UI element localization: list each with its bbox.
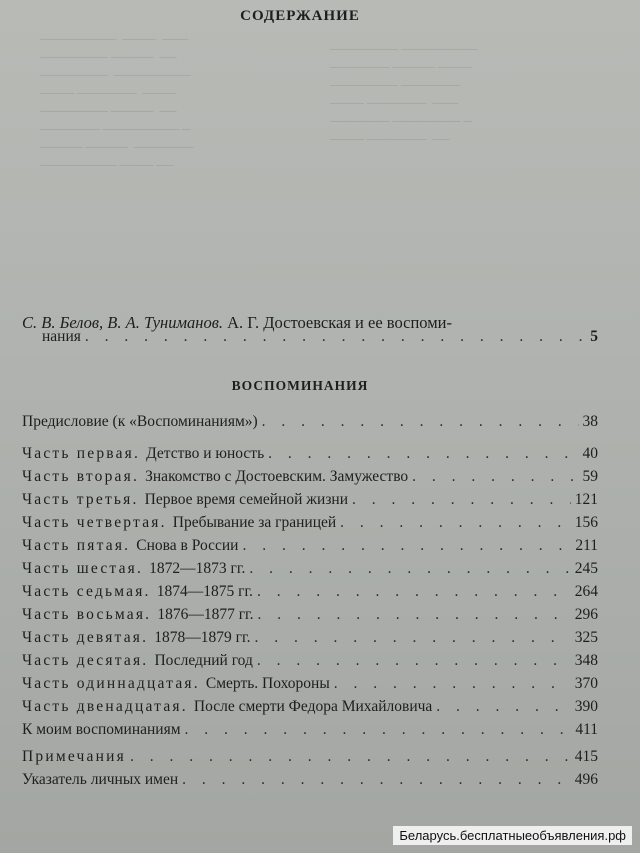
toc-page-number: 496 — [574, 771, 598, 788]
leader-dots — [352, 491, 571, 509]
intro-title: А. Г. Достоевская и ее воспоми- — [227, 313, 452, 332]
toc-entry-title: Предисловие (к «Воспоминаниям») — [22, 413, 258, 430]
leader-dots — [255, 629, 571, 647]
toc-part-label: Часть первая. — [22, 445, 147, 462]
toc-part-label: Часть седьмая. — [22, 583, 157, 600]
toc-page-number: 325 — [574, 629, 598, 646]
toc-page-number: 38 — [582, 413, 598, 430]
contents-heading: СОДЕРЖАНИЕ — [240, 8, 360, 24]
toc-entry-title — [22, 537, 238, 555]
leader-dots — [130, 748, 571, 766]
toc-part-label: Часть одиннадцатая. — [22, 675, 206, 692]
toc-part-label: Часть восьмая. — [22, 606, 158, 623]
toc-entry[interactable] — [22, 603, 598, 624]
toc-part-title: 1876—1877 гг. — [157, 606, 254, 623]
section-heading: ВОСПОМИНАНИЯ — [231, 378, 369, 393]
intro-title-cont: нания — [42, 328, 81, 345]
toc-page-number: 348 — [574, 652, 598, 669]
toc-part-title: 1878—1879 гг. — [154, 629, 251, 646]
toc-entry-title — [22, 560, 245, 578]
intro-authors: С. В. Белов, В. А. Туниманов. — [22, 313, 223, 332]
toc-part-title: Первое время семейной жизни — [144, 491, 349, 508]
leader-dots — [340, 514, 571, 532]
intro-page: 5 — [590, 328, 598, 345]
toc-page-number: 296 — [574, 606, 598, 623]
toc-part-label: Часть двенадцатая. — [22, 698, 194, 715]
leader-dots — [412, 468, 578, 486]
toc-part-title: Пребывание за границей — [172, 514, 337, 531]
toc-entry-title — [22, 491, 348, 509]
leader-dots — [258, 606, 571, 624]
toc-entry[interactable] — [22, 649, 598, 670]
leader-dots — [257, 583, 571, 601]
toc-entry[interactable] — [22, 626, 598, 647]
toc-page-number: 411 — [575, 721, 598, 738]
toc-part-label: Часть четвертая. — [22, 514, 173, 531]
toc-page-number: 390 — [574, 698, 598, 715]
watermark: Беларусь.бесплатныеобъявления.рф — [393, 826, 632, 845]
leader-dots — [257, 652, 571, 670]
toc-entry[interactable] — [22, 672, 598, 693]
toc-page-number: 156 — [574, 514, 598, 531]
toc-entry[interactable] — [22, 768, 598, 789]
toc-part-label: Часть третья. — [22, 491, 145, 508]
toc-entry[interactable] — [22, 511, 598, 532]
toc-entry[interactable] — [22, 718, 598, 739]
toc-entry[interactable] — [22, 534, 598, 555]
toc-page-number: 59 — [582, 468, 598, 485]
toc-entry-title: Указатель личных имен — [22, 771, 179, 788]
toc-part-title: 1872—1873 гг. — [149, 560, 246, 577]
toc-part-title: 1874—1875 гг. — [156, 583, 253, 600]
toc-entry-title — [22, 583, 253, 601]
toc-entry-title — [22, 698, 432, 716]
leader-dots — [249, 560, 570, 578]
leader-dots — [85, 328, 586, 346]
toc-entry-title — [22, 629, 251, 647]
toc-entry-title — [22, 606, 254, 624]
leader-dots — [436, 698, 570, 716]
toc-entry-title: К моим воспоминаниям — [22, 721, 181, 738]
toc-entry[interactable] — [22, 695, 598, 716]
leader-dots — [334, 675, 571, 693]
toc-page-number: 415 — [574, 748, 598, 765]
leader-dots — [242, 537, 571, 555]
toc-entry[interactable] — [22, 488, 598, 509]
toc-part-title: Снова в России — [136, 537, 239, 554]
intro-line-2 — [22, 320, 598, 346]
leader-dots — [182, 771, 571, 789]
toc-entry-title — [22, 675, 330, 693]
toc-page-number: 211 — [575, 537, 598, 554]
leader-dots — [185, 721, 572, 739]
toc-page-number: 40 — [582, 445, 598, 462]
toc-part-label: Часть девятая. — [22, 629, 155, 646]
toc-entry[interactable] — [22, 465, 598, 486]
toc-entry[interactable] — [22, 580, 598, 601]
toc-part-title: Последний год — [154, 652, 253, 669]
toc-entry[interactable] — [22, 745, 598, 766]
toc-entry[interactable] — [22, 442, 598, 463]
toc-entry[interactable] — [22, 557, 598, 578]
toc-entry-title: Примечания — [22, 748, 126, 765]
toc-part-title: Знакомство с Достоевским. Замужество — [145, 468, 409, 485]
toc-entry-title — [22, 514, 336, 532]
toc-part-label: Часть десятая. — [22, 652, 155, 669]
toc-part-title: После смерти Федора Михайловича — [193, 698, 433, 715]
toc-page-number: 245 — [574, 560, 598, 577]
toc-entry[interactable] — [22, 410, 598, 431]
leader-dots — [262, 413, 579, 431]
toc-entry-title — [22, 652, 253, 670]
toc-page-number: 264 — [574, 583, 598, 600]
toc-entry-title — [22, 468, 408, 486]
bleed-through-text-right: ──────── ───────── ─────── ───── ──── ──────── ─────── ──── ─────── ─── ─────── ──────── ─ ──── ─────── ── — [330, 42, 478, 146]
toc-part-label: Часть вторая. — [22, 468, 146, 485]
toc-part-title: Детство и юность — [146, 445, 265, 462]
toc-page-number: 370 — [574, 675, 598, 692]
toc-entry-title — [22, 445, 264, 463]
toc-part-label: Часть пятая. — [22, 537, 137, 554]
toc-part-title: Смерть. Похороны — [205, 675, 330, 692]
toc-part-label: Часть шестая. — [22, 560, 150, 577]
toc-page-number: 121 — [574, 491, 598, 508]
bleed-through-text-left: ───────── ──── ─── ──────── ───── ── ──────── ───────── ──── ─────── ──── ──────── ───── ── ─────── ───────── ─ ───── ───── ─────── ───────── ──── ── — [40, 32, 194, 172]
leader-dots — [268, 445, 578, 463]
